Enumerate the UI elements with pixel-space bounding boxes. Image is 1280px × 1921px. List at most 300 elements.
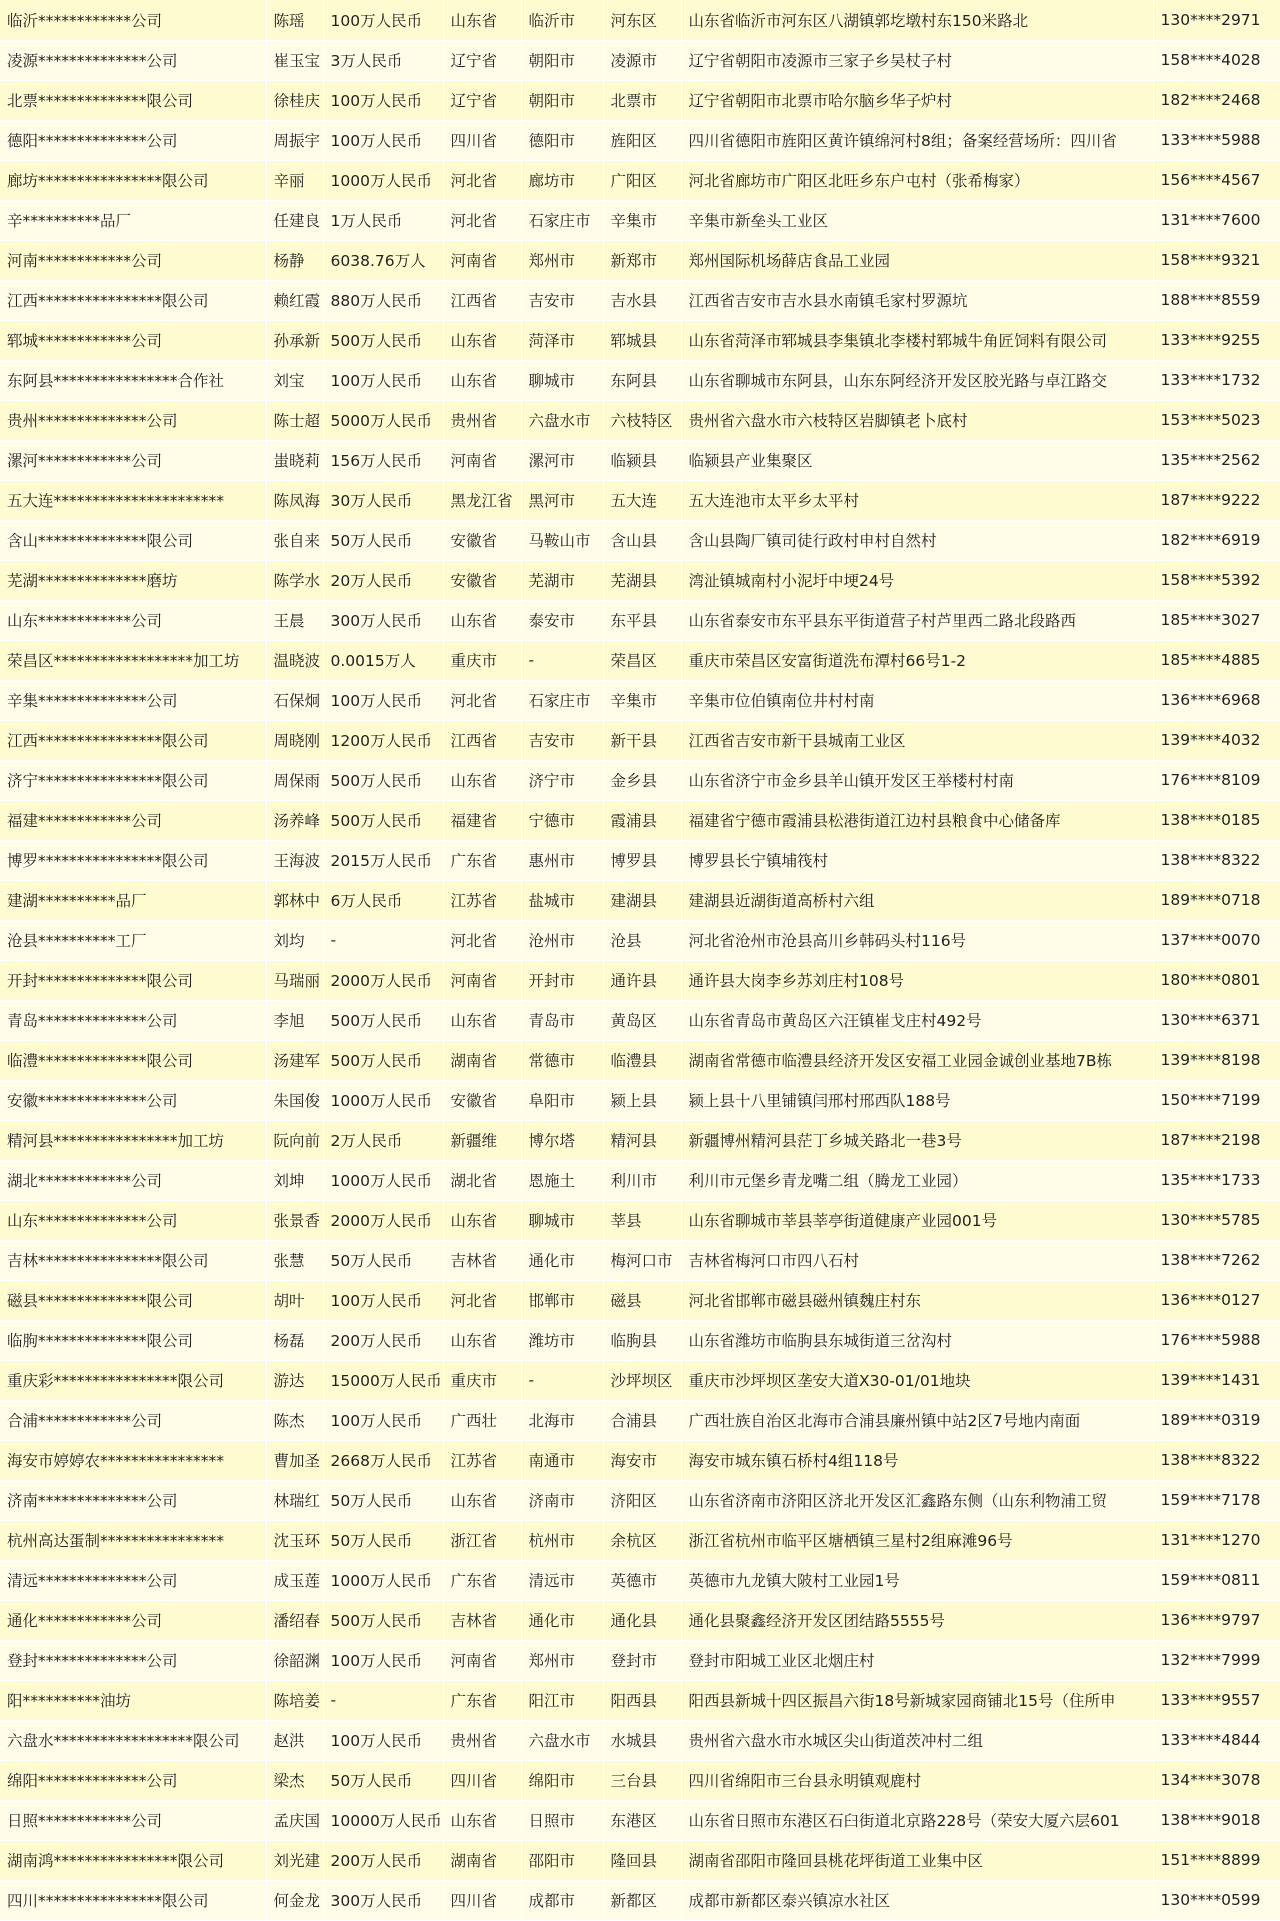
- district-cell: 沙坪坝区: [603, 1360, 681, 1400]
- province-cell: 山东省: [443, 1200, 521, 1240]
- contact-name-cell: 王晨: [266, 600, 323, 640]
- district-cell: 新干县: [603, 720, 681, 760]
- city-cell: 潍坊市: [521, 1320, 603, 1360]
- table-row: [0, 1720, 1280, 1760]
- address-cell: 广西壮族自治区北海市合浦县廉州镇中站2区7号地内南面: [681, 1400, 1153, 1440]
- company-name-cell: 临澧**************限公司: [0, 1040, 266, 1080]
- contact-name-cell: 游达: [266, 1360, 323, 1400]
- province-cell: 新疆维: [443, 1120, 521, 1160]
- phone-cell: 136****9797: [1153, 1600, 1280, 1640]
- contact-name-cell: 蚩晓莉: [266, 440, 323, 480]
- province-cell: 河北省: [443, 200, 521, 240]
- registered-capital-cell: -: [323, 1680, 443, 1720]
- registered-capital-cell: 500万人民币: [323, 320, 443, 360]
- district-cell: 东阿县: [603, 360, 681, 400]
- phone-cell: 130****5785: [1153, 1200, 1280, 1240]
- address-cell: 福建省宁德市霞浦县松港街道江边村县粮食中心储备库: [681, 800, 1153, 840]
- city-cell: 绵阳市: [521, 1760, 603, 1800]
- address-cell: 成都市新都区泰兴镇凉水社区: [681, 1880, 1153, 1920]
- table-row: [0, 1680, 1280, 1720]
- province-cell: 辽宁省: [443, 40, 521, 80]
- province-cell: 河南省: [443, 1640, 521, 1680]
- contact-name-cell: 潘绍春: [266, 1600, 323, 1640]
- province-cell: 山东省: [443, 0, 521, 40]
- province-cell: 湖北省: [443, 1160, 521, 1200]
- contact-name-cell: 徐桂庆: [266, 80, 323, 120]
- phone-cell: 187****2198: [1153, 1120, 1280, 1160]
- province-cell: 贵州省: [443, 400, 521, 440]
- district-cell: 广阳区: [603, 160, 681, 200]
- province-cell: 江苏省: [443, 1440, 521, 1480]
- city-cell: 聊城市: [521, 1200, 603, 1240]
- contact-name-cell: 张自来: [266, 520, 323, 560]
- table-row: [0, 1760, 1280, 1800]
- district-cell: 东港区: [603, 1800, 681, 1840]
- company-name-cell: 登封**************公司: [0, 1640, 266, 1680]
- phone-cell: 133****9557: [1153, 1680, 1280, 1720]
- city-cell: 朝阳市: [521, 80, 603, 120]
- registered-capital-cell: 500万人民币: [323, 1600, 443, 1640]
- city-cell: 惠州市: [521, 840, 603, 880]
- contact-name-cell: 何金龙: [266, 1880, 323, 1920]
- contact-name-cell: 刘光建: [266, 1840, 323, 1880]
- city-cell: 吉安市: [521, 280, 603, 320]
- district-cell: 辛集市: [603, 680, 681, 720]
- registered-capital-cell: 0.0015万人: [323, 640, 443, 680]
- company-name-cell: 凌源**************公司: [0, 40, 266, 80]
- district-cell: 凌源市: [603, 40, 681, 80]
- table-row: [0, 160, 1280, 200]
- province-cell: 河北省: [443, 1280, 521, 1320]
- contact-name-cell: 陈士超: [266, 400, 323, 440]
- contact-name-cell: 朱国俊: [266, 1080, 323, 1120]
- table-row: [0, 1880, 1280, 1920]
- district-cell: 隆回县: [603, 1840, 681, 1880]
- registered-capital-cell: 880万人民币: [323, 280, 443, 320]
- company-name-cell: 六盘水******************限公司: [0, 1720, 266, 1760]
- address-cell: 湖南省常德市临澧县经济开发区安福工业园金诚创业基地7B栋: [681, 1040, 1153, 1080]
- table-row: [0, 600, 1280, 640]
- phone-cell: 133****1732: [1153, 360, 1280, 400]
- address-cell: 郑州国际机场薛店食品工业园: [681, 240, 1153, 280]
- province-cell: 安徽省: [443, 560, 521, 600]
- table-row: [0, 1200, 1280, 1240]
- phone-cell: 138****8322: [1153, 1440, 1280, 1480]
- company-name-cell: 吉林****************限公司: [0, 1240, 266, 1280]
- company-name-cell: 开封**************限公司: [0, 960, 266, 1000]
- table-row: [0, 560, 1280, 600]
- contact-name-cell: 温晓波: [266, 640, 323, 680]
- address-cell: 吉林省梅河口市四八石村: [681, 1240, 1153, 1280]
- province-cell: 四川省: [443, 120, 521, 160]
- registered-capital-cell: 6万人民币: [323, 880, 443, 920]
- phone-cell: 182****2468: [1153, 80, 1280, 120]
- contact-name-cell: 杨磊: [266, 1320, 323, 1360]
- city-cell: 南通市: [521, 1440, 603, 1480]
- address-cell: 含山县陶厂镇司徒行政村申村自然村: [681, 520, 1153, 560]
- province-cell: 福建省: [443, 800, 521, 840]
- contact-name-cell: 曹加圣: [266, 1440, 323, 1480]
- phone-cell: 187****9222: [1153, 480, 1280, 520]
- table-row: [0, 1840, 1280, 1880]
- company-name-cell: 郓城************公司: [0, 320, 266, 360]
- phone-cell: 136****0127: [1153, 1280, 1280, 1320]
- contact-name-cell: 赖红霞: [266, 280, 323, 320]
- province-cell: 重庆市: [443, 640, 521, 680]
- company-name-cell: 安徽**************公司: [0, 1080, 266, 1120]
- district-cell: 磁县: [603, 1280, 681, 1320]
- city-cell: 恩施土: [521, 1160, 603, 1200]
- city-cell: 马鞍山市: [521, 520, 603, 560]
- company-name-cell: 济宁****************限公司: [0, 760, 266, 800]
- city-cell: 邵阳市: [521, 1840, 603, 1880]
- district-cell: 莘县: [603, 1200, 681, 1240]
- address-cell: 河北省邯郸市磁县磁州镇魏庄村东: [681, 1280, 1153, 1320]
- district-cell: 通化县: [603, 1600, 681, 1640]
- company-name-cell: 青岛**************公司: [0, 1000, 266, 1040]
- district-cell: 芜湖县: [603, 560, 681, 600]
- city-cell: 吉安市: [521, 720, 603, 760]
- company-name-cell: 磁县**************限公司: [0, 1280, 266, 1320]
- address-cell: 临颍县产业集聚区: [681, 440, 1153, 480]
- company-name-cell: 荣昌区******************加工坊: [0, 640, 266, 680]
- city-cell: 郑州市: [521, 240, 603, 280]
- district-cell: 吉水县: [603, 280, 681, 320]
- city-cell: 开封市: [521, 960, 603, 1000]
- address-cell: 山东省济宁市金乡县羊山镇开发区王举楼村村南: [681, 760, 1153, 800]
- address-cell: 江西省吉安市吉水县水南镇毛家村罗源坑: [681, 280, 1153, 320]
- company-name-cell: 重庆彩****************限公司: [0, 1360, 266, 1400]
- address-cell: 重庆市沙坪坝区垄安大道X30-01/01地块: [681, 1360, 1153, 1400]
- address-cell: 贵州省六盘水市水城区尖山街道茨冲村二组: [681, 1720, 1153, 1760]
- registered-capital-cell: -: [323, 920, 443, 960]
- company-name-cell: 芜湖**************磨坊: [0, 560, 266, 600]
- city-cell: 六盘水市: [521, 400, 603, 440]
- company-name-cell: 四川****************限公司: [0, 1880, 266, 1920]
- address-cell: 河北省沧州市沧县高川乡韩码头村116号: [681, 920, 1153, 960]
- province-cell: 广西壮: [443, 1400, 521, 1440]
- address-cell: 阳西县新城十四区振昌六街18号新城家园商铺北15号（住所申: [681, 1680, 1153, 1720]
- province-cell: 湖南省: [443, 1840, 521, 1880]
- phone-cell: 133****9255: [1153, 320, 1280, 360]
- phone-cell: 130****2971: [1153, 0, 1280, 40]
- province-cell: 吉林省: [443, 1600, 521, 1640]
- phone-cell: 153****5023: [1153, 400, 1280, 440]
- address-cell: 贵州省六盘水市六枝特区岩脚镇老卜底村: [681, 400, 1153, 440]
- contact-name-cell: 孟庆国: [266, 1800, 323, 1840]
- contact-name-cell: 刘坤: [266, 1160, 323, 1200]
- table-row: [0, 1280, 1280, 1320]
- district-cell: 临颍县: [603, 440, 681, 480]
- phone-cell: 135****1733: [1153, 1160, 1280, 1200]
- registered-capital-cell: 100万人民币: [323, 680, 443, 720]
- address-cell: 四川省德阳市旌阳区黄许镇绵河村8组；备案经营场所：四川省: [681, 120, 1153, 160]
- contact-name-cell: 徐韶渊: [266, 1640, 323, 1680]
- address-cell: 江西省吉安市新干县城南工业区: [681, 720, 1153, 760]
- registered-capital-cell: 1000万人民币: [323, 1160, 443, 1200]
- district-cell: 阳西县: [603, 1680, 681, 1720]
- district-cell: 临朐县: [603, 1320, 681, 1360]
- province-cell: 四川省: [443, 1760, 521, 1800]
- phone-cell: 131****7600: [1153, 200, 1280, 240]
- district-cell: 颍上县: [603, 1080, 681, 1120]
- phone-cell: 139****8198: [1153, 1040, 1280, 1080]
- city-cell: 石家庄市: [521, 680, 603, 720]
- phone-cell: 176****5988: [1153, 1320, 1280, 1360]
- district-cell: 合浦县: [603, 1400, 681, 1440]
- contact-name-cell: 汤养峰: [266, 800, 323, 840]
- city-cell: 阳江市: [521, 1680, 603, 1720]
- city-cell: 临沂市: [521, 0, 603, 40]
- table-row: [0, 720, 1280, 760]
- contact-name-cell: 崔玉宝: [266, 40, 323, 80]
- phone-cell: 182****6919: [1153, 520, 1280, 560]
- address-cell: 英德市九龙镇大陂村工业园1号: [681, 1560, 1153, 1600]
- address-cell: 山东省菏泽市郓城县李集镇北李楼村郓城牛角匠饲料有限公司: [681, 320, 1153, 360]
- district-cell: 荣昌区: [603, 640, 681, 680]
- table-row: [0, 1440, 1280, 1480]
- phone-cell: 132****7999: [1153, 1640, 1280, 1680]
- contact-name-cell: 陈凤海: [266, 480, 323, 520]
- registered-capital-cell: 156万人民币: [323, 440, 443, 480]
- registered-capital-cell: 50万人民币: [323, 1520, 443, 1560]
- company-name-cell: 杭州高达蛋制****************: [0, 1520, 266, 1560]
- registered-capital-cell: 2668万人民币: [323, 1440, 443, 1480]
- province-cell: 江西省: [443, 720, 521, 760]
- address-cell: 重庆市荣昌区安富街道洗布潭村66号1-2: [681, 640, 1153, 680]
- province-cell: 贵州省: [443, 1720, 521, 1760]
- district-cell: 沧县: [603, 920, 681, 960]
- table-row: [0, 120, 1280, 160]
- company-name-cell: 北票**************限公司: [0, 80, 266, 120]
- city-cell: 清远市: [521, 1560, 603, 1600]
- contact-name-cell: 周振宇: [266, 120, 323, 160]
- table-row: [0, 400, 1280, 440]
- province-cell: 江西省: [443, 280, 521, 320]
- district-cell: 东平县: [603, 600, 681, 640]
- city-cell: 邯郸市: [521, 1280, 603, 1320]
- registered-capital-cell: 2000万人民币: [323, 960, 443, 1000]
- address-cell: 山东省聊城市东阿县，山东东阿经济开发区胶光路与卓江路交: [681, 360, 1153, 400]
- company-name-cell: 沧县**********工厂: [0, 920, 266, 960]
- registered-capital-cell: 500万人民币: [323, 760, 443, 800]
- phone-cell: 176****8109: [1153, 760, 1280, 800]
- registered-capital-cell: 50万人民币: [323, 1760, 443, 1800]
- phone-cell: 139****4032: [1153, 720, 1280, 760]
- district-cell: 精河县: [603, 1120, 681, 1160]
- address-cell: 建湖县近湖街道高桥村六组: [681, 880, 1153, 920]
- company-name-cell: 德阳**************公司: [0, 120, 266, 160]
- registered-capital-cell: 15000万人民币: [323, 1360, 443, 1400]
- phone-cell: 158****5392: [1153, 560, 1280, 600]
- table-row: [0, 280, 1280, 320]
- table-row: [0, 1400, 1280, 1440]
- phone-cell: 151****8899: [1153, 1840, 1280, 1880]
- registered-capital-cell: 100万人民币: [323, 1280, 443, 1320]
- city-cell: 聊城市: [521, 360, 603, 400]
- registered-capital-cell: 300万人民币: [323, 600, 443, 640]
- city-cell: 博尔塔: [521, 1120, 603, 1160]
- district-cell: 通许县: [603, 960, 681, 1000]
- phone-cell: 150****7199: [1153, 1080, 1280, 1120]
- contact-name-cell: 林瑞红: [266, 1480, 323, 1520]
- registered-capital-cell: 100万人民币: [323, 360, 443, 400]
- address-cell: 湖南省邵阳市隆回县桃花坪街道工业集中区: [681, 1840, 1153, 1880]
- district-cell: 河东区: [603, 0, 681, 40]
- province-cell: 山东省: [443, 1480, 521, 1520]
- district-cell: 海安市: [603, 1440, 681, 1480]
- company-name-cell: 日照************公司: [0, 1800, 266, 1840]
- district-cell: 临澧县: [603, 1040, 681, 1080]
- address-cell: 博罗县长宁镇埔筏村: [681, 840, 1153, 880]
- contact-name-cell: 梁杰: [266, 1760, 323, 1800]
- company-name-cell: 山东**************公司: [0, 1200, 266, 1240]
- city-cell: 通化市: [521, 1600, 603, 1640]
- registered-capital-cell: 100万人民币: [323, 1720, 443, 1760]
- registered-capital-cell: 1000万人民币: [323, 1560, 443, 1600]
- registered-capital-cell: 200万人民币: [323, 1840, 443, 1880]
- province-cell: 黑龙江省: [443, 480, 521, 520]
- phone-cell: 188****8559: [1153, 280, 1280, 320]
- province-cell: 湖南省: [443, 1040, 521, 1080]
- district-cell: 旌阳区: [603, 120, 681, 160]
- province-cell: 吉林省: [443, 1240, 521, 1280]
- province-cell: 河南省: [443, 960, 521, 1000]
- company-name-cell: 含山**************限公司: [0, 520, 266, 560]
- district-cell: 含山县: [603, 520, 681, 560]
- table-row: [0, 1040, 1280, 1080]
- city-cell: 杭州市: [521, 1520, 603, 1560]
- district-cell: 新都区: [603, 1880, 681, 1920]
- table-row: [0, 1800, 1280, 1840]
- address-cell: 利川市元堡乡青龙嘴二组（腾龙工业园）: [681, 1160, 1153, 1200]
- district-cell: 六枝特区: [603, 400, 681, 440]
- address-cell: 新疆博州精河县茫丁乡城关路北一巷3号: [681, 1120, 1153, 1160]
- phone-cell: 138****8322: [1153, 840, 1280, 880]
- address-cell: 辛集市位伯镇南位井村村南: [681, 680, 1153, 720]
- address-cell: 通化县聚鑫经济开发区团结路5555号: [681, 1600, 1153, 1640]
- province-cell: 山东省: [443, 360, 521, 400]
- table-row: [0, 240, 1280, 280]
- province-cell: 河南省: [443, 440, 521, 480]
- district-cell: 郓城县: [603, 320, 681, 360]
- address-cell: 五大连池市太平乡太平村: [681, 480, 1153, 520]
- company-name-cell: 辛集**************公司: [0, 680, 266, 720]
- district-cell: 黄岛区: [603, 1000, 681, 1040]
- contact-name-cell: 孙承新: [266, 320, 323, 360]
- table-row: [0, 1480, 1280, 1520]
- table-row: [0, 1080, 1280, 1120]
- city-cell: 廊坊市: [521, 160, 603, 200]
- registered-capital-cell: 2000万人民币: [323, 1200, 443, 1240]
- city-cell: 通化市: [521, 1240, 603, 1280]
- province-cell: 广东省: [443, 1560, 521, 1600]
- phone-cell: 158****4028: [1153, 40, 1280, 80]
- phone-cell: 158****9321: [1153, 240, 1280, 280]
- address-cell: 辽宁省朝阳市凌源市三家子乡吴杖子村: [681, 40, 1153, 80]
- table-row: [0, 880, 1280, 920]
- table-row: [0, 1160, 1280, 1200]
- phone-cell: 138****9018: [1153, 1800, 1280, 1840]
- company-name-cell: 辛**********品厂: [0, 200, 266, 240]
- city-cell: 郑州市: [521, 1640, 603, 1680]
- phone-cell: 189****0319: [1153, 1400, 1280, 1440]
- phone-cell: 130****0599: [1153, 1880, 1280, 1920]
- district-cell: 梅河口市: [603, 1240, 681, 1280]
- table-row: [0, 480, 1280, 520]
- contact-name-cell: 石保炯: [266, 680, 323, 720]
- address-cell: 湾沚镇城南村小泥圩中埂24号: [681, 560, 1153, 600]
- registered-capital-cell: 500万人民币: [323, 1000, 443, 1040]
- company-name-cell: 湖北************公司: [0, 1160, 266, 1200]
- company-name-cell: 江西****************限公司: [0, 280, 266, 320]
- address-cell: 浙江省杭州市临平区塘栖镇三星村2组麻滩96号: [681, 1520, 1153, 1560]
- city-cell: 芜湖市: [521, 560, 603, 600]
- address-cell: 山东省临沂市河东区八湖镇郭圪墩村东150米路北: [681, 0, 1153, 40]
- district-cell: 金乡县: [603, 760, 681, 800]
- registered-capital-cell: 6038.76万人: [323, 240, 443, 280]
- contact-name-cell: 刘宝: [266, 360, 323, 400]
- registered-capital-cell: 200万人民币: [323, 1320, 443, 1360]
- address-cell: 河北省廊坊市广阳区北旺乡东户屯村（张希梅家）: [681, 160, 1153, 200]
- district-cell: 三台县: [603, 1760, 681, 1800]
- table-row: [0, 680, 1280, 720]
- district-cell: 北票市: [603, 80, 681, 120]
- address-cell: 山东省泰安市东平县东平街道营子村芦里西二路北段路西: [681, 600, 1153, 640]
- registered-capital-cell: 50万人民币: [323, 1480, 443, 1520]
- registered-capital-cell: 1000万人民币: [323, 1080, 443, 1120]
- contact-name-cell: 张景香: [266, 1200, 323, 1240]
- phone-cell: 135****2562: [1153, 440, 1280, 480]
- district-cell: 博罗县: [603, 840, 681, 880]
- address-cell: 登封市阳城工业区北烟庄村: [681, 1640, 1153, 1680]
- address-cell: 山东省济南市济阳区济北开发区汇鑫路东侧（山东利物浦工贸: [681, 1480, 1153, 1520]
- registered-capital-cell: 10000万人民币: [323, 1800, 443, 1840]
- phone-cell: 180****0801: [1153, 960, 1280, 1000]
- province-cell: 河北省: [443, 920, 521, 960]
- province-cell: 广东省: [443, 1680, 521, 1720]
- province-cell: 山东省: [443, 1800, 521, 1840]
- contact-name-cell: 汤建军: [266, 1040, 323, 1080]
- city-cell: 菏泽市: [521, 320, 603, 360]
- company-name-cell: 五大连**********************: [0, 480, 266, 520]
- district-cell: 五大连: [603, 480, 681, 520]
- address-cell: 山东省青岛市黄岛区六汪镇崔戈庄村492号: [681, 1000, 1153, 1040]
- company-name-cell: 湖南鸿****************限公司: [0, 1840, 266, 1880]
- district-cell: 余杭区: [603, 1520, 681, 1560]
- company-name-cell: 合浦************公司: [0, 1400, 266, 1440]
- contact-name-cell: 周保雨: [266, 760, 323, 800]
- province-cell: 浙江省: [443, 1520, 521, 1560]
- company-name-cell: 阳**********油坊: [0, 1680, 266, 1720]
- registered-capital-cell: 2015万人民币: [323, 840, 443, 880]
- province-cell: 安徽省: [443, 520, 521, 560]
- company-name-cell: 福建************公司: [0, 800, 266, 840]
- district-cell: 水城县: [603, 1720, 681, 1760]
- table-row: [0, 960, 1280, 1000]
- address-cell: 海安市城东镇石桥村4组118号: [681, 1440, 1153, 1480]
- contact-name-cell: 陈学水: [266, 560, 323, 600]
- contact-name-cell: 陈杰: [266, 1400, 323, 1440]
- contact-name-cell: 陈培姜: [266, 1680, 323, 1720]
- province-cell: 河南省: [443, 240, 521, 280]
- table-row: [0, 1320, 1280, 1360]
- table-row: [0, 1120, 1280, 1160]
- contact-name-cell: 沈玉环: [266, 1520, 323, 1560]
- phone-cell: 189****0718: [1153, 880, 1280, 920]
- city-cell: 德阳市: [521, 120, 603, 160]
- table-row: [0, 1520, 1280, 1560]
